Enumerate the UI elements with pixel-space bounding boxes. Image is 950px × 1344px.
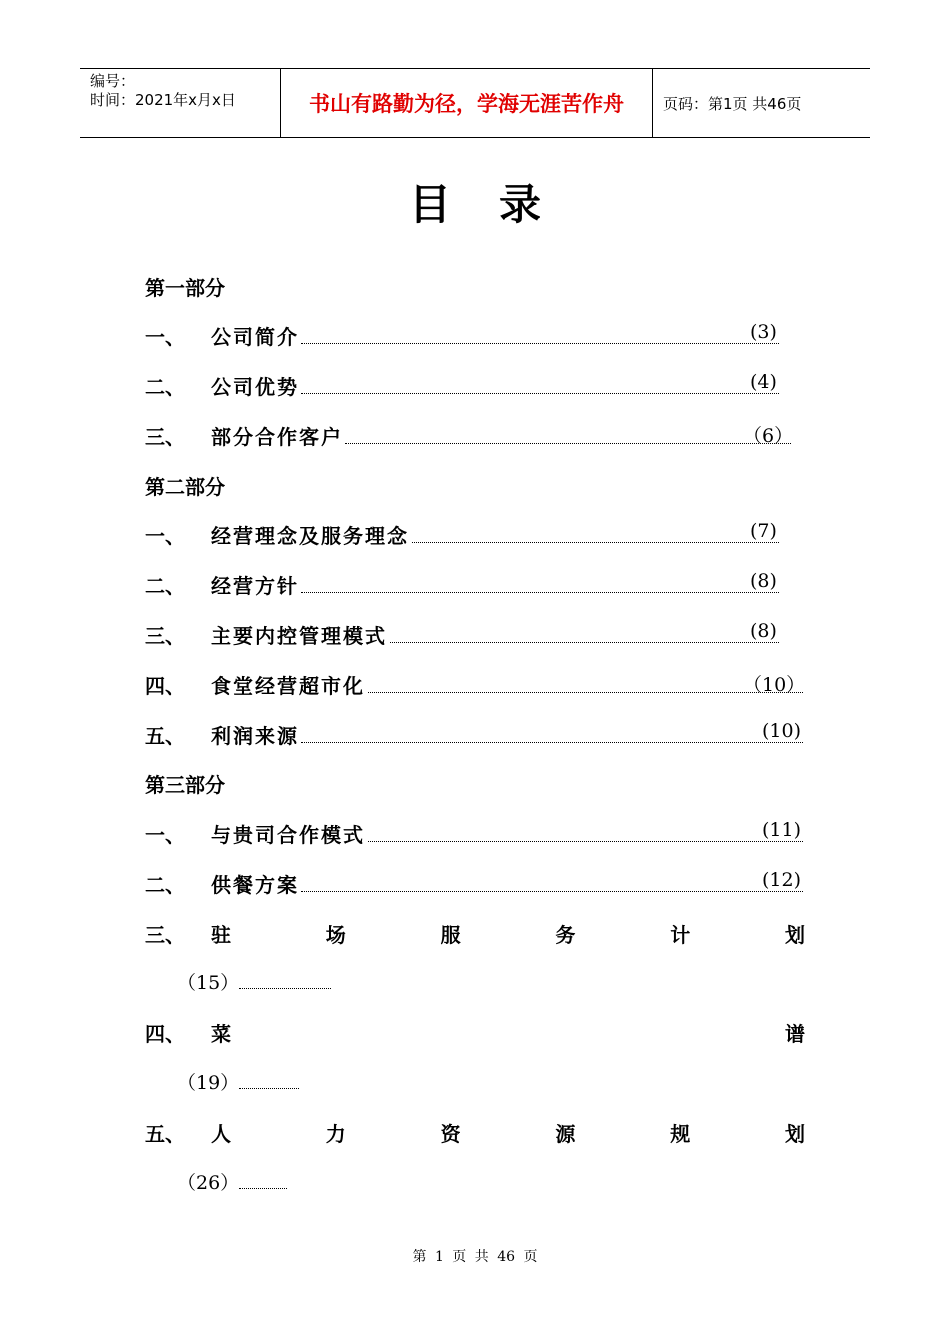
toc-entry[interactable] [145,620,785,648]
toc-entry-label: 与贵司合作模式 [211,823,365,847]
toc-entry-page: （10） [743,674,806,696]
toc-entry-label: 经营理念及服务理念 [211,524,409,548]
toc-entry[interactable] [145,371,785,399]
label-char: 谱 [785,1022,805,1046]
label-char: 务 [555,923,576,947]
toc-entry[interactable] [145,720,807,748]
toc-entry-number: 三、 [145,923,185,947]
dot-leader [239,988,331,989]
toc-entry[interactable] [145,570,785,598]
page-footer: 第 1 页 共 46 页 [412,1249,538,1265]
toc-entry-continuation[interactable] [177,1068,299,1095]
toc-entry-page: （26） [177,1172,240,1194]
header-page-info: 页码：第1页 共46页 [663,94,802,113]
part-heading: 第一部分 [145,276,225,300]
toc-entry[interactable] [145,869,807,897]
toc-entry-page: (7) [750,520,777,542]
toc-entry-label-justified[interactable] [211,1018,805,1047]
dot-leader [239,1088,299,1089]
dot-leader [301,742,803,743]
toc-entry-label: 部分合作客户 [211,425,343,449]
label-char: 规 [670,1122,691,1146]
toc-entry-page: （19） [177,1072,240,1094]
toc-entry-number: 四、 [145,1022,185,1046]
toc-entry-page: (11) [762,819,802,841]
toc-entry-number: 一、 [145,524,185,548]
toc-entry-page: (8) [750,570,777,592]
toc-entry-number: 五、 [145,1122,185,1146]
toc-entry-label: 利润来源 [211,724,299,748]
toc-entry-number: 三、 [145,624,185,648]
toc-entry-page: (10) [762,720,802,742]
toc-entry-number: 三、 [145,425,185,449]
header-motto: 书山有路勤为径，学海无涯苦作舟 [280,69,653,137]
page-title: 目录 [408,180,589,229]
number-label: 编号： [90,72,136,90]
time-label: 时间：2021年x月x日 [90,91,236,109]
toc-entry-continuation[interactable] [177,1168,287,1195]
toc-entry-continuation[interactable] [177,968,331,995]
dot-leader [412,542,779,543]
toc-entry-label-justified[interactable] [211,919,805,948]
page-header [80,68,870,138]
label-char: 菜 [211,1022,231,1046]
toc-entry-number: 二、 [145,574,185,598]
toc-entry-label: 公司简介 [211,325,299,349]
toc-entry[interactable] [145,321,785,349]
toc-entry-label: 经营方针 [211,574,299,598]
label-char: 划 [784,923,805,947]
toc-entry-label: 供餐方案 [211,873,299,897]
dot-leader [239,1188,287,1189]
toc-entry[interactable] [145,520,785,548]
toc-entry-page: (8) [750,620,777,642]
label-char: 力 [325,1122,346,1146]
toc-entry-number: 一、 [145,823,185,847]
dot-leader [368,841,803,842]
header-meta [80,69,280,137]
toc-entry-label: 食堂经营超市化 [211,674,365,698]
toc-entry-page: (12) [762,869,802,891]
toc-entry-label-justified[interactable] [211,1118,805,1147]
toc-entry-label: 公司优势 [211,375,299,399]
toc-entry-number: 五、 [145,724,185,748]
label-char: 驻 [211,923,231,947]
toc-entry-page: （15） [177,972,240,994]
part-heading: 第三部分 [145,773,225,797]
toc-entry-label: 主要内控管理模式 [211,624,387,648]
dot-leader [301,393,779,394]
dot-leader [301,592,779,593]
label-char: 人 [211,1122,231,1146]
dot-leader [301,343,779,344]
dot-leader [345,443,791,444]
label-char: 资 [440,1122,461,1146]
toc-entry-page: (4) [750,371,777,393]
label-char: 服 [440,923,461,947]
dot-leader [368,692,803,693]
label-char: 划 [784,1122,805,1146]
dot-leader [301,891,803,892]
part-heading: 第二部分 [145,475,225,499]
toc-entry-number: 一、 [145,325,185,349]
toc-entry-page: （6） [743,425,794,447]
label-char: 计 [670,923,691,947]
toc-entry[interactable] [145,819,807,847]
toc-entry[interactable] [145,421,795,449]
toc-entry-number: 二、 [145,873,185,897]
toc-entry-page: (3) [750,321,777,343]
label-char: 源 [555,1122,576,1146]
toc-entry-number: 四、 [145,674,185,698]
toc-entry-number: 二、 [145,375,185,399]
dot-leader [390,642,779,643]
label-char: 场 [325,923,346,947]
toc-entry[interactable] [145,670,807,698]
